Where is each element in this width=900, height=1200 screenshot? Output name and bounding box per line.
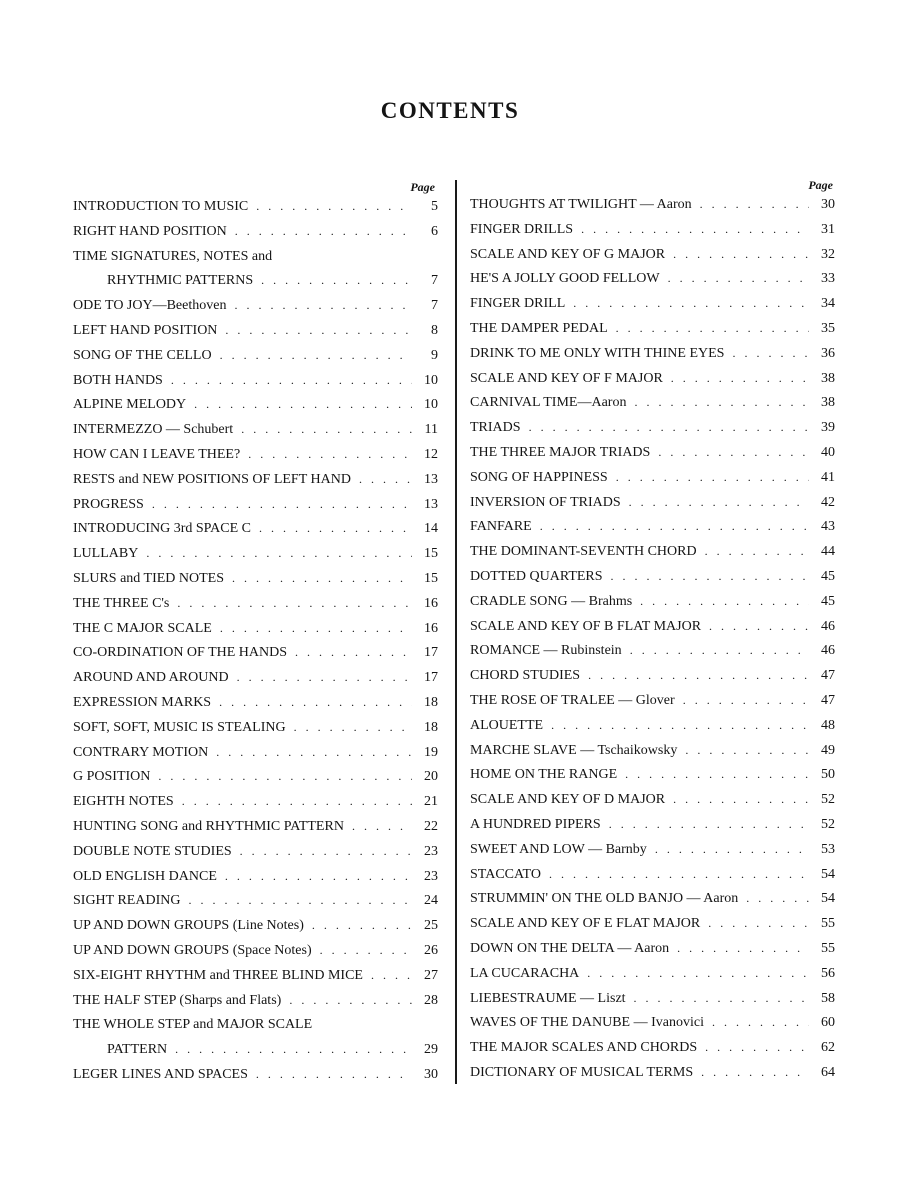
- dot-leader: [188, 893, 412, 908]
- toc-entry-page: 50: [821, 767, 835, 783]
- toc-entry: [73, 645, 438, 670]
- toc-entry-page: 13: [424, 471, 438, 487]
- toc-entry: [73, 422, 438, 447]
- toc-entry-page: 45: [821, 568, 835, 584]
- toc-entry-page: 45: [821, 593, 835, 609]
- toc-entry: [73, 993, 438, 1018]
- toc-entry: [470, 420, 835, 445]
- toc-entry: [73, 893, 438, 918]
- dot-leader: [146, 546, 412, 561]
- toc-entry-title: HE'S A JOLLY GOOD FELLOW: [470, 271, 660, 287]
- toc-entry-title: LEGER LINES AND SPACES: [73, 1066, 248, 1082]
- toc-entry-title: THE DOMINANT-SEVENTH CHORD: [470, 544, 697, 560]
- dot-leader: [712, 1015, 809, 1030]
- toc-entry-page: 25: [424, 918, 438, 934]
- toc-entry-title: SCALE AND KEY OF F MAJOR: [470, 370, 663, 386]
- dot-leader: [152, 497, 412, 512]
- toc-entry: [470, 321, 835, 346]
- toc-entry-title: LIEBESTRAUME — Liszt: [470, 990, 626, 1006]
- toc-entry-title: THE ROSE OF TRALEE — Glover: [470, 692, 675, 708]
- toc-entry-page: 22: [424, 818, 438, 834]
- dot-leader: [352, 819, 412, 834]
- toc-entry-page: 15: [424, 546, 438, 562]
- toc-entry-title: SONG OF THE CELLO: [73, 347, 212, 363]
- toc-entry: [73, 298, 438, 323]
- dot-leader: [700, 197, 809, 212]
- toc-entry: [470, 544, 835, 569]
- toc-entry-title: SIX-EIGHT RHYTHM and THREE BLIND MICE: [73, 967, 363, 983]
- toc-entry-page: 52: [821, 792, 835, 808]
- dot-leader: [673, 247, 809, 262]
- toc-entry-page: 52: [821, 816, 835, 832]
- toc-entry-title: UP AND DOWN GROUPS (Space Notes): [73, 942, 312, 958]
- toc-entry-title: THE C MAJOR SCALE: [73, 620, 212, 636]
- toc-entry-title: STRUMMIN' ON THE OLD BANJO — Aaron: [470, 891, 739, 907]
- toc-entry: [470, 346, 835, 371]
- toc-entry-page: 62: [821, 1040, 835, 1056]
- toc-entry-title: G POSITION: [73, 769, 151, 785]
- toc-entry-page: 29: [424, 1042, 438, 1058]
- dot-leader: [677, 941, 809, 956]
- toc-entry-title: TRIADS: [470, 420, 521, 436]
- toc-entry-page: 28: [424, 992, 438, 1008]
- toc-entry: [470, 296, 835, 321]
- toc-entry-title: DICTIONARY OF MUSICAL TERMS: [470, 1064, 694, 1080]
- toc-entry-page: 5: [431, 199, 438, 214]
- toc-entry-title: LEFT HAND POSITION: [73, 322, 218, 338]
- toc-entry-title: ALOUETTE: [470, 717, 544, 733]
- toc-entry-page: 6: [431, 223, 438, 239]
- toc-entry-page: 11: [424, 422, 438, 438]
- toc-entry: [73, 819, 438, 844]
- toc-entry: [73, 199, 438, 224]
- toc-entry-title: A HUNDRED PIPERS: [470, 816, 601, 832]
- toc-entry-page: 46: [821, 643, 835, 659]
- toc-entry-page: 53: [821, 841, 835, 857]
- dot-leader: [312, 918, 412, 933]
- toc-entry: [73, 943, 438, 968]
- toc-entry: [73, 348, 438, 373]
- dot-leader: [371, 968, 412, 983]
- toc-entry: [73, 596, 438, 621]
- toc-entry-page: 54: [821, 891, 835, 907]
- toc-entry-page: 18: [424, 719, 438, 735]
- toc-entry-page: 43: [821, 519, 835, 535]
- toc-entry-title: FINGER DRILLS: [470, 221, 574, 237]
- toc-entry: [470, 817, 835, 842]
- dot-leader: [640, 594, 809, 609]
- toc-entry: [470, 916, 835, 941]
- dot-leader: [259, 521, 412, 536]
- dot-leader: [320, 943, 412, 958]
- toc-entry: [470, 718, 835, 743]
- toc-entry-page: 36: [821, 345, 835, 361]
- toc-entry-title: THE DAMPER PEDAL: [470, 320, 608, 336]
- dot-leader: [629, 495, 809, 510]
- page-column-label: Page: [808, 178, 833, 192]
- dot-leader: [746, 891, 809, 906]
- toc-entry-title: FANFARE: [470, 519, 532, 535]
- toc-entry-page: 16: [424, 620, 438, 636]
- toc-entry: [470, 1015, 835, 1040]
- toc-entry-page: 42: [821, 494, 835, 510]
- toc-entry: [470, 842, 835, 867]
- dot-leader: [709, 619, 809, 634]
- toc-entry-title: SLURS and TIED NOTES: [73, 570, 225, 586]
- toc-entry: [470, 1065, 835, 1090]
- toc-entry-page: 34: [821, 296, 835, 312]
- toc-entry-title: INTRODUCING 3rd SPACE C: [73, 521, 252, 537]
- toc-entry-page: 30: [821, 197, 835, 212]
- toc-entry-page: 40: [821, 444, 835, 460]
- toc-entry-title: CRADLE SONG — Brahms: [470, 593, 633, 609]
- dot-leader: [683, 693, 809, 708]
- dot-leader: [234, 298, 412, 313]
- toc-entry-page: 20: [424, 769, 438, 785]
- toc-entry: [73, 769, 438, 794]
- dot-leader: [240, 844, 412, 859]
- dot-leader: [685, 743, 809, 758]
- dot-leader: [248, 447, 412, 462]
- toc-entry: [73, 621, 438, 646]
- toc-entry-page: 13: [424, 496, 438, 512]
- dot-leader: [616, 470, 809, 485]
- toc-entry-page: 35: [821, 320, 835, 336]
- toc-entry-title: THOUGHTS AT TWILIGHT — Aaron: [470, 197, 692, 212]
- toc-entry-title: THE WHOLE STEP and MAJOR SCALE: [73, 1017, 313, 1033]
- dot-leader: [732, 346, 809, 361]
- toc-entry-title: SIGHT READING: [73, 893, 181, 909]
- toc-entry-page: 31: [821, 221, 835, 237]
- toc-list-left: [73, 199, 438, 1092]
- toc-entry-page: 23: [424, 868, 438, 884]
- toc-entry-title: LA CUCARACHA: [470, 965, 580, 981]
- dot-leader: [588, 668, 809, 683]
- toc-entry: [73, 249, 438, 274]
- toc-entry-title: INVERSION OF TRIADS: [470, 494, 621, 510]
- toc-entry-title: EXPRESSION MARKS: [73, 694, 212, 710]
- dot-leader: [256, 1067, 412, 1082]
- dot-leader: [182, 794, 412, 809]
- dot-leader: [359, 472, 412, 487]
- toc-entry-title: ALPINE MELODY: [73, 397, 187, 413]
- toc-entry-page: 56: [821, 965, 835, 981]
- toc-entry-title: DOWN ON THE DELTA — Aaron: [470, 940, 670, 956]
- toc-entry-title: CHORD STUDIES: [470, 668, 581, 684]
- dot-leader: [216, 745, 412, 760]
- dot-leader: [295, 645, 412, 660]
- toc-entry: [470, 1040, 835, 1065]
- toc-entry-page: 10: [424, 372, 438, 388]
- toc-entry-title: SCALE AND KEY OF D MAJOR: [470, 792, 666, 808]
- toc-entry: [73, 546, 438, 571]
- toc-entry-page: 17: [424, 670, 438, 686]
- toc-entry: [73, 670, 438, 695]
- dot-leader: [673, 792, 809, 807]
- dot-leader: [232, 571, 412, 586]
- contents-column-right: [470, 173, 835, 1090]
- toc-entry-page: 15: [424, 570, 438, 586]
- toc-entry: [470, 891, 835, 916]
- toc-entry-title: RIGHT HAND POSITION: [73, 223, 227, 239]
- toc-entry-page: 32: [821, 246, 835, 262]
- toc-entry-title: CONTRARY MOTION: [73, 744, 209, 760]
- dot-leader: [194, 397, 412, 412]
- toc-entry-title: CO-ORDINATION OF THE HANDS: [73, 645, 288, 661]
- toc-entry: [470, 247, 835, 272]
- toc-entry-title: PROGRESS: [73, 496, 144, 512]
- toc-entry-title: PATTERN: [107, 1042, 168, 1058]
- dot-leader: [705, 544, 809, 559]
- toc-entry-title: SCALE AND KEY OF E FLAT MAJOR: [470, 916, 701, 932]
- toc-entry-title: HOW CAN I LEAVE THEE?: [73, 446, 241, 462]
- toc-entry-page: 55: [821, 916, 835, 932]
- toc-list-right: [470, 197, 835, 1090]
- toc-entry-title: SCALE AND KEY OF B FLAT MAJOR: [470, 618, 702, 634]
- column-divider: [455, 180, 457, 1084]
- toc-entry: [470, 693, 835, 718]
- toc-entry: [470, 197, 835, 222]
- dot-leader: [655, 842, 809, 857]
- dot-leader: [225, 869, 412, 884]
- toc-entry: [73, 224, 438, 249]
- toc-entry-title: OLD ENGLISH DANCE: [73, 868, 217, 884]
- toc-entry-page: 55: [821, 940, 835, 956]
- toc-entry: [73, 918, 438, 943]
- toc-entry: [470, 792, 835, 817]
- toc-entry: [470, 569, 835, 594]
- dot-leader: [220, 348, 412, 363]
- dot-leader: [261, 273, 412, 288]
- toc-entry: [73, 447, 438, 472]
- toc-entry-page: 7: [431, 273, 438, 289]
- toc-entry-title: INTRODUCTION TO MUSIC: [73, 199, 249, 214]
- toc-entry-title: THE HALF STEP (Sharps and Flats): [73, 992, 282, 1008]
- toc-entry: [73, 323, 438, 348]
- toc-entry-page: 7: [431, 298, 438, 314]
- toc-entry-page: 39: [821, 420, 835, 436]
- dot-leader: [573, 296, 809, 311]
- toc-entry-page: 44: [821, 544, 835, 560]
- page-column-label: Page: [410, 180, 435, 194]
- toc-entry: [470, 966, 835, 991]
- dot-leader: [237, 670, 412, 685]
- toc-entry: [470, 991, 835, 1016]
- toc-entry-title: CARNIVAL TIME—Aaron: [470, 395, 627, 411]
- toc-entry-page: 54: [821, 866, 835, 882]
- toc-entry-page: 26: [424, 942, 438, 958]
- toc-entry-title: WAVES OF THE DANUBE — Ivanovici: [470, 1015, 704, 1031]
- toc-entry-page: 46: [821, 618, 835, 634]
- dot-leader: [668, 271, 809, 286]
- toc-entry-title: SWEET AND LOW — Barnby: [470, 841, 647, 857]
- dot-leader: [701, 1065, 809, 1080]
- toc-entry-page: 38: [821, 395, 835, 411]
- toc-entry-title: ODE TO JOY—Beethoven: [73, 298, 227, 314]
- toc-entry: [73, 1042, 438, 1067]
- toc-entry-page: 30: [424, 1066, 438, 1082]
- toc-entry-page: 8: [431, 322, 438, 338]
- toc-entry-page: 41: [821, 469, 835, 485]
- toc-entry: [73, 472, 438, 497]
- dot-leader: [630, 643, 809, 658]
- toc-entry: [73, 497, 438, 522]
- toc-entry-title: THE THREE C's: [73, 595, 170, 611]
- dot-leader: [235, 224, 412, 239]
- toc-entry: [470, 445, 835, 470]
- toc-entry-page: 10: [424, 397, 438, 413]
- toc-entry: [470, 643, 835, 668]
- toc-entry: [470, 470, 835, 495]
- toc-entry-page: 9: [431, 347, 438, 363]
- toc-entry: [470, 941, 835, 966]
- dot-leader: [219, 695, 412, 710]
- toc-entry-title: RHYTHMIC PATTERNS: [107, 273, 254, 289]
- toc-entry-title: SCALE AND KEY OF G MAJOR: [470, 246, 666, 262]
- toc-entry-title: HOME ON THE RANGE: [470, 767, 618, 783]
- dot-leader: [256, 199, 412, 214]
- toc-entry-page: 48: [821, 717, 835, 733]
- dot-leader: [177, 596, 412, 611]
- toc-entry-title: DRINK TO ME ONLY WITH THINE EYES: [470, 345, 725, 361]
- toc-entry-title: TIME SIGNATURES, NOTES and: [73, 248, 273, 264]
- toc-entry: [73, 1017, 438, 1042]
- dot-leader: [158, 769, 412, 784]
- toc-entry: [470, 271, 835, 296]
- toc-entry: [470, 743, 835, 768]
- toc-entry-title: DOUBLE NOTE STUDIES: [73, 843, 232, 859]
- toc-entry-page: 64: [821, 1064, 835, 1080]
- toc-entry: [73, 373, 438, 398]
- toc-entry: [73, 844, 438, 869]
- toc-entry-title: FINGER DRILL: [470, 296, 566, 312]
- toc-entry-page: 17: [424, 645, 438, 661]
- dot-leader: [671, 371, 809, 386]
- dot-leader: [705, 1040, 809, 1055]
- dot-leader: [241, 422, 412, 437]
- toc-entry-page: 24: [424, 893, 438, 909]
- dot-leader: [549, 867, 809, 882]
- dot-leader: [175, 1042, 412, 1057]
- dot-leader: [225, 323, 412, 338]
- dot-leader: [587, 966, 809, 981]
- dot-leader: [634, 395, 809, 410]
- dot-leader: [220, 621, 412, 636]
- toc-entry-title: EIGHTH NOTES: [73, 794, 174, 810]
- toc-entry-page: 47: [821, 692, 835, 708]
- toc-entry-title: MARCHE SLAVE — Tschaikowsky: [470, 742, 678, 758]
- toc-entry-title: STACCATO: [470, 866, 541, 882]
- toc-entry-page: 49: [821, 742, 835, 758]
- toc-entry: [470, 395, 835, 420]
- toc-entry-title: LULLABY: [73, 546, 139, 562]
- toc-entry-page: 33: [821, 271, 835, 287]
- toc-entry-page: 19: [424, 744, 438, 760]
- toc-entry: [73, 745, 438, 770]
- dot-leader: [634, 991, 809, 1006]
- toc-entry-title: SONG OF HAPPINESS: [470, 469, 608, 485]
- toc-entry: [73, 273, 438, 298]
- toc-entry-page: 21: [424, 794, 438, 810]
- toc-entry-page: 47: [821, 668, 835, 684]
- page-title: CONTENTS: [380, 98, 520, 123]
- toc-entry: [470, 668, 835, 693]
- dot-leader: [294, 720, 412, 735]
- toc-entry-page: 60: [821, 1015, 835, 1031]
- toc-entry: [470, 495, 835, 520]
- toc-entry-title: INTERMEZZO — Schubert: [73, 422, 234, 438]
- toc-entry: [470, 867, 835, 892]
- toc-entry-title: SOFT, SOFT, MUSIC IS STEALING: [73, 719, 286, 735]
- toc-entry-page: 18: [424, 694, 438, 710]
- toc-entry: [73, 869, 438, 894]
- toc-entry-title: DOTTED QUARTERS: [470, 568, 603, 584]
- toc-entry-title: UP AND DOWN GROUPS (Line Notes): [73, 918, 304, 934]
- toc-entry: [73, 968, 438, 993]
- toc-entry: [73, 695, 438, 720]
- toc-entry-page: 58: [821, 990, 835, 1006]
- dot-leader: [616, 321, 809, 336]
- toc-entry: [470, 371, 835, 396]
- contents-column-left: [73, 175, 438, 1092]
- dot-leader: [625, 767, 809, 782]
- dot-leader: [708, 916, 809, 931]
- dot-leader: [611, 569, 809, 584]
- toc-entry: [470, 519, 835, 544]
- toc-entry: [470, 619, 835, 644]
- toc-entry: [470, 594, 835, 619]
- dot-leader: [551, 718, 809, 733]
- toc-entry-page: 27: [424, 967, 438, 983]
- toc-entry: [73, 521, 438, 546]
- toc-entry: [73, 571, 438, 596]
- toc-entry: [73, 397, 438, 422]
- toc-entry-title: HUNTING SONG and RHYTHMIC PATTERN: [73, 818, 344, 834]
- toc-entry-title: AROUND AND AROUND: [73, 670, 229, 686]
- toc-entry-title: THE THREE MAJOR TRIADS: [470, 444, 651, 460]
- toc-entry: [470, 767, 835, 792]
- toc-entry: [73, 720, 438, 745]
- toc-entry-page: 12: [424, 446, 438, 462]
- dot-leader: [289, 993, 412, 1008]
- toc-entry: [470, 222, 835, 247]
- toc-entry: [73, 794, 438, 819]
- dot-leader: [609, 817, 809, 832]
- dot-leader: [581, 222, 809, 237]
- dot-leader: [658, 445, 809, 460]
- toc-entry-page: 16: [424, 595, 438, 611]
- dot-leader: [529, 420, 809, 435]
- toc-entry-page: 38: [821, 370, 835, 386]
- toc-entry-title: THE MAJOR SCALES AND CHORDS: [470, 1040, 698, 1056]
- toc-entry: [73, 1067, 438, 1092]
- toc-entry-title: RESTS and NEW POSITIONS OF LEFT HAND: [73, 471, 351, 487]
- dot-leader: [171, 373, 412, 388]
- toc-entry-page: 14: [424, 521, 438, 537]
- toc-entry-page: 23: [424, 843, 438, 859]
- toc-entry-title: ROMANCE — Rubinstein: [470, 643, 622, 659]
- dot-leader: [540, 519, 809, 534]
- toc-entry-title: BOTH HANDS: [73, 372, 163, 388]
